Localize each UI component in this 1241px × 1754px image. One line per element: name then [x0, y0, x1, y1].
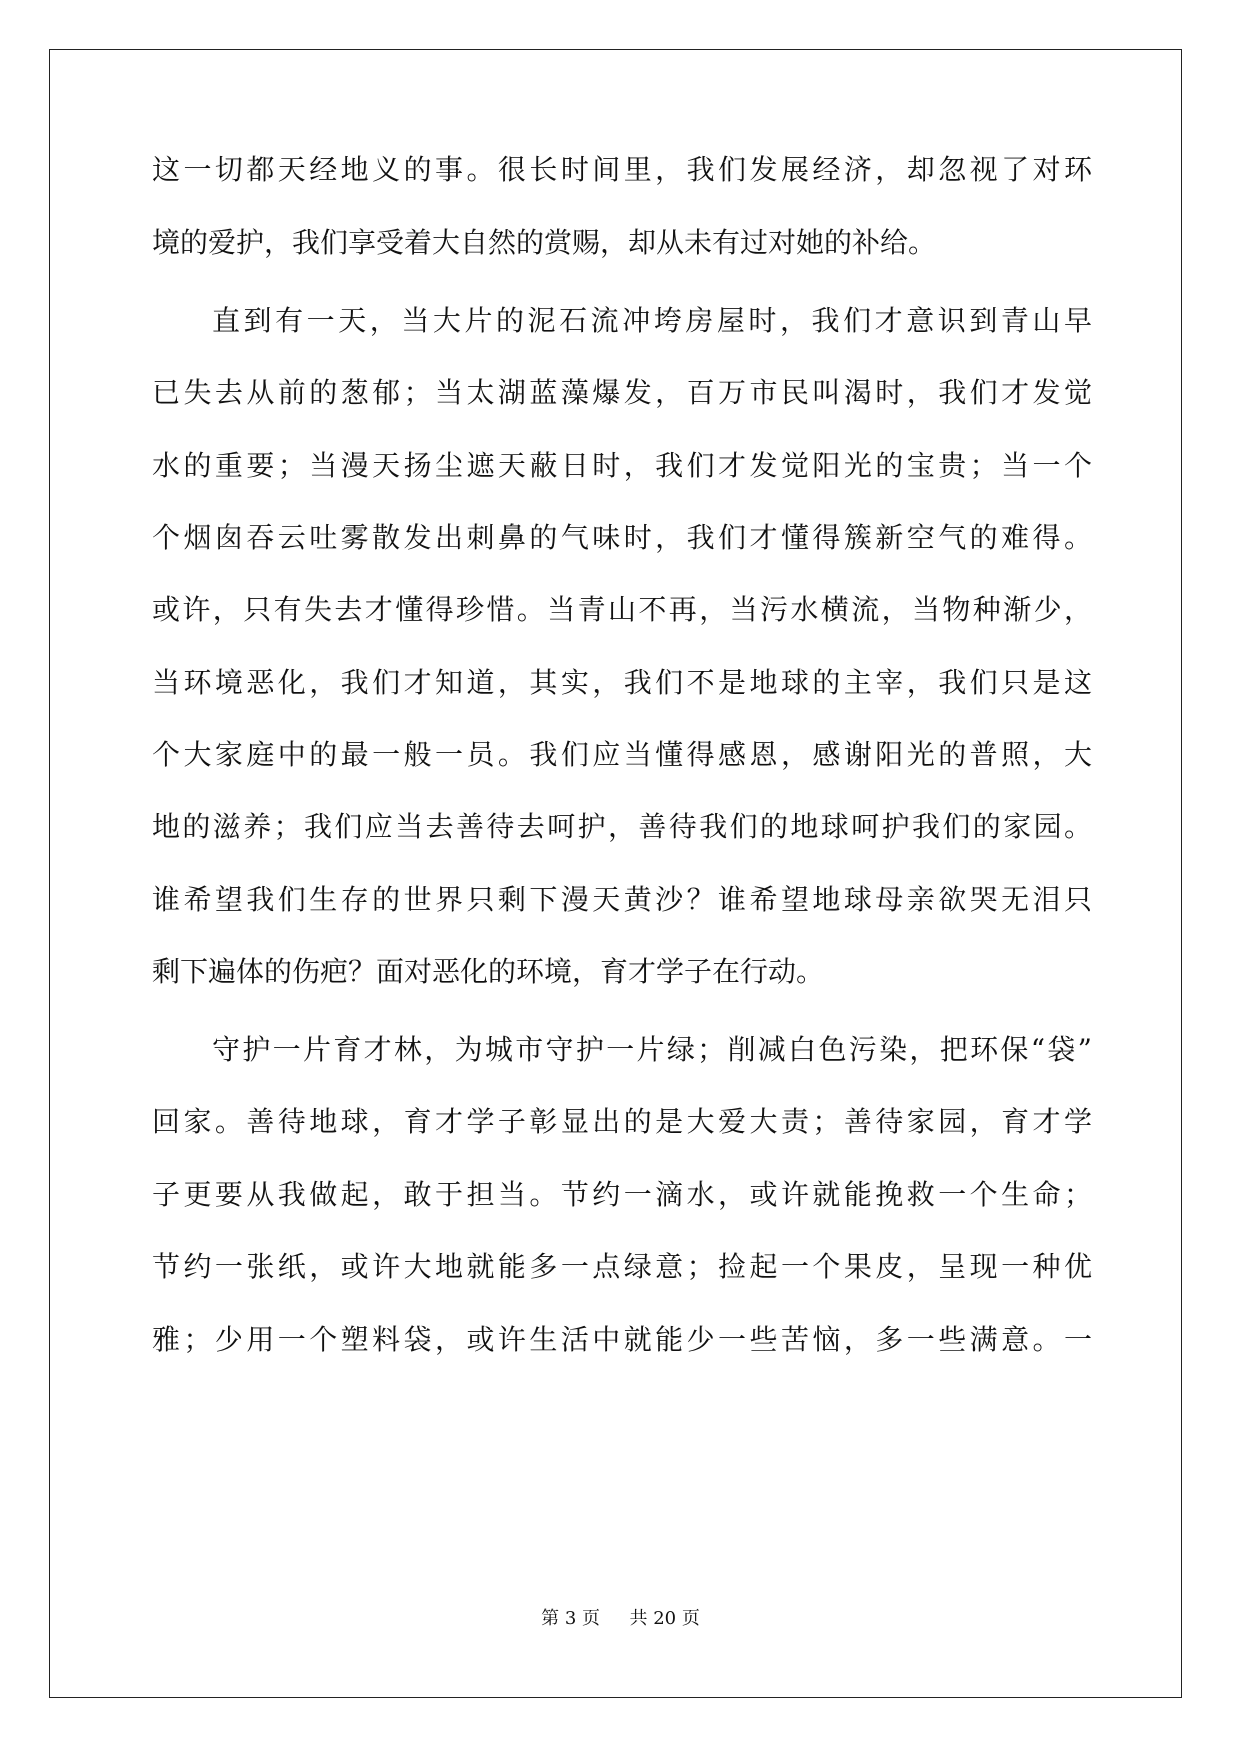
paragraph-line: 剩下遍体的伤疤？面对恶化的环境，育才学子在行动。: [152, 955, 825, 988]
paragraph-line: 回家。善待地球，育才学子彰显出的是大爱大责；善待家园，育才学: [152, 1105, 1092, 1138]
paragraph-line: 个大家庭中的最一般一员。我们应当懂得感恩，感谢阳光的普照，大: [152, 738, 1092, 771]
paragraph-line: 雅；少用一个塑料袋，或许生活中就能少一些苦恼，多一些满意。一: [152, 1323, 1092, 1356]
paragraph-line: 直到有一天，当大片的泥石流冲垮房屋时，我们才意识到青山早: [212, 304, 1092, 337]
paragraph-line: 个烟囱吞云吐雾散发出刺鼻的气味时，我们才懂得簇新空气的难得。: [152, 521, 1092, 554]
page-border: [49, 49, 1182, 1698]
page-total: 共 20 页: [629, 1608, 700, 1629]
page-footer: [0, 1604, 1241, 1630]
paragraph-line: 水的重要；当漫天扬尘遮天蔽日时，我们才发觉阳光的宝贵；当一个: [152, 449, 1092, 482]
page-number: 第 3 页: [541, 1608, 601, 1629]
paragraph-line: 当环境恶化，我们才知道，其实，我们不是地球的主宰，我们只是这: [152, 666, 1092, 699]
paragraph-line: 或许，只有失去才懂得珍惜。当青山不再，当污水横流，当物种渐少，: [152, 593, 1092, 626]
paragraph-line: 境的爱护，我们享受着大自然的赏赐，却从未有过对她的补给。: [152, 226, 937, 259]
paragraph-line: 守护一片育才林，为城市守护一片绿；削减白色污染，把环保“袋”: [212, 1033, 1092, 1066]
paragraph-line: 子更要从我做起，敢于担当。节约一滴水，或许就能挽救一个生命；: [152, 1178, 1092, 1211]
paragraph-line: 已失去从前的葱郁；当太湖蓝藻爆发，百万市民叫渴时，我们才发觉: [152, 376, 1092, 409]
paragraph-line: 这一切都天经地义的事。很长时间里，我们发展经济，却忽视了对环: [152, 153, 1092, 186]
paragraph-line: 节约一张纸，或许大地就能多一点绿意；捡起一个果皮，呈现一种优: [152, 1250, 1092, 1283]
paragraph-line: 谁希望我们生存的世界只剩下漫天黄沙？谁希望地球母亲欲哭无泪只: [152, 883, 1092, 916]
paragraph-line: 地的滋养；我们应当去善待去呵护，善待我们的地球呵护我们的家园。: [152, 810, 1092, 843]
